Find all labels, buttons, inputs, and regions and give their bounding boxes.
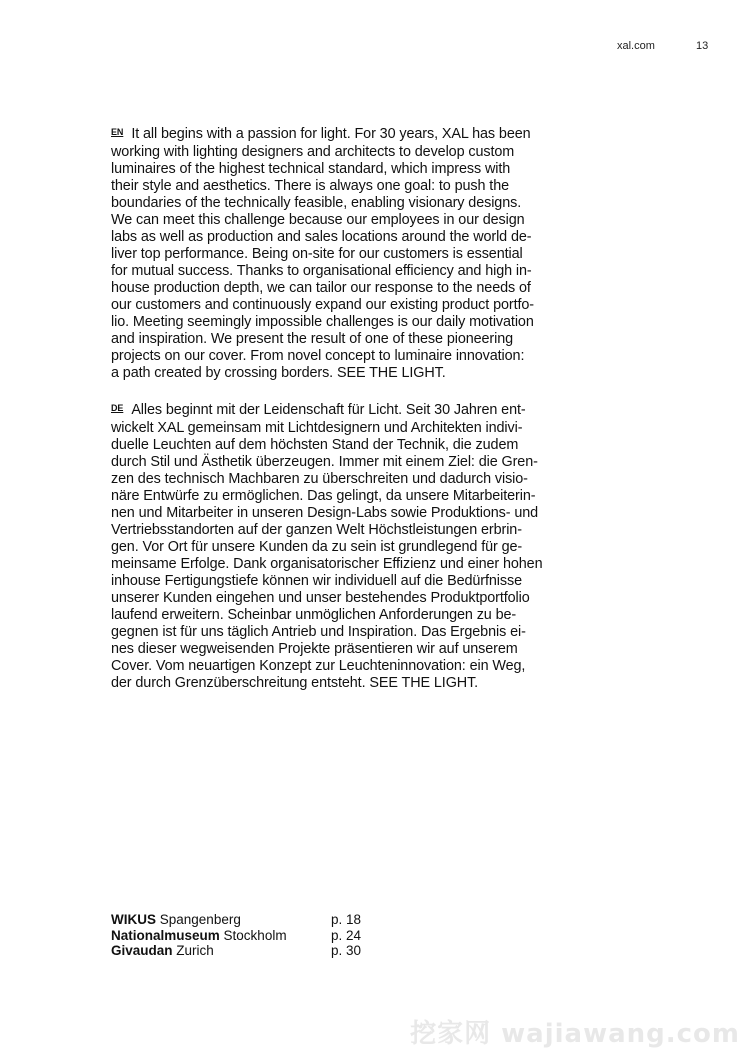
english-line: for mutual success. Thanks to organisational efficiency and high in-	[111, 263, 532, 279]
german-line: laufend erweitern. Scheinbar unmöglichen Anforderungen zu be-	[111, 607, 517, 623]
english-line: their style and aesthetics. There is always one goal: to push the	[111, 178, 510, 194]
page-number: 13	[696, 40, 709, 52]
german-line: zen des technisch Machbaren zu überschreiten und dadurch visio-	[111, 471, 528, 487]
german-line: wickelt XAL gemeinsam mit Lichtdesignern und Architekten indivi-	[111, 420, 523, 436]
english-line: liver top performance. Being on-site for our customers is essential	[111, 246, 523, 262]
german-line: der durch Grenzüberschreitung entsteht. SEE THE LIGHT.	[111, 675, 479, 691]
german-paragraph	[111, 402, 547, 692]
german-line: duelle Leuchten auf dem höchsten Stand der Technik, die zudem	[111, 437, 519, 453]
german-line: nes dieser wegweisenden Projekte präsentieren wir auf unserem	[111, 641, 518, 657]
english-paragraph	[111, 126, 547, 382]
project-place: Stockholm	[223, 927, 287, 943]
german-line	[111, 402, 547, 420]
german-line: unserer Kunden eingehen und unser bestehendes Produktportfolio	[111, 590, 530, 606]
watermark: 挖家网 wajiawang.com	[410, 1019, 740, 1049]
english-line: working with lighting designers and architects to develop custom	[111, 144, 515, 160]
english-line: a path created by crossing borders. SEE THE LIGHT.	[111, 365, 446, 381]
project-page-ref: p. 30	[331, 943, 362, 958]
german-line-text: Alles beginnt mit der Leidenschaft für Licht. Seit 30 Jahren ent-	[131, 402, 526, 418]
project-row[interactable]	[111, 912, 361, 928]
project-name: Nationalmuseum	[111, 927, 220, 943]
english-line	[111, 126, 547, 144]
lang-badge-en: EN	[111, 127, 124, 137]
german-line: gen. Vor Ort für unsere Kunden da zu sein ist grundlegend für ge-	[111, 539, 523, 555]
english-line-text: It all begins with a passion for light. For 30 years, XAL has been	[131, 126, 531, 142]
project-title	[111, 943, 331, 959]
project-row[interactable]	[111, 943, 361, 959]
english-line: projects on our cover. From novel concept to luminaire innovation:	[111, 348, 525, 364]
english-line: boundaries of the technically feasible, enabling visionary designs.	[111, 195, 522, 211]
project-index	[111, 912, 361, 959]
english-line: luminaires of the highest technical standard, which impress with	[111, 161, 511, 177]
project-page-ref: p. 24	[331, 927, 362, 943]
german-line: nen und Mitarbeiter in unseren Design-Labs sowie Produktions- und	[111, 505, 539, 521]
english-line: our customers and continuously expand our existing product portfo-	[111, 297, 534, 313]
project-row[interactable]	[111, 928, 361, 944]
german-line: durch Stil und Ästhetik überzeugen. Immer mit einem Ziel: die Gren-	[111, 454, 538, 470]
project-name: WIKUS	[111, 912, 156, 927]
header-site: xal.com	[617, 40, 655, 52]
project-name: Givaudan	[111, 943, 173, 958]
english-line: We can meet this challenge because our employees in our design	[111, 212, 525, 228]
project-place: Spangenberg	[159, 912, 241, 927]
project-place: Zurich	[176, 943, 214, 958]
german-line: meinsame Erfolge. Dank organisatorischer Effizienz und einer hohen	[111, 556, 543, 572]
project-title	[111, 928, 331, 944]
german-line: Cover. Vom neuartigen Konzept zur Leuchteninnovation: ein Weg,	[111, 658, 526, 674]
lang-badge-de: DE	[111, 403, 124, 413]
german-line: gegnen ist für uns täglich Antrieb und Inspiration. Das Ergebnis ei-	[111, 624, 526, 640]
english-line: and inspiration. We present the result of one of these pioneering	[111, 331, 514, 347]
english-line: lio. Meeting seemingly impossible challenges is our daily motivation	[111, 314, 534, 330]
german-line: Vertriebsstandorten auf der ganzen Welt Höchstleistungen erbrin-	[111, 522, 522, 538]
project-page-ref: p. 18	[331, 912, 362, 927]
german-line: näre Entwürfe zu ermöglichen. Das gelingt, da unsere Mitarbeiterin-	[111, 488, 536, 504]
english-line: house production depth, we can tailor our response to the needs of	[111, 280, 531, 296]
project-title	[111, 912, 331, 928]
german-line: inhouse Fertigungstiefe können wir individuell auf die Bedürfnisse	[111, 573, 522, 589]
english-line: labs as well as production and sales locations around the world de-	[111, 229, 532, 245]
